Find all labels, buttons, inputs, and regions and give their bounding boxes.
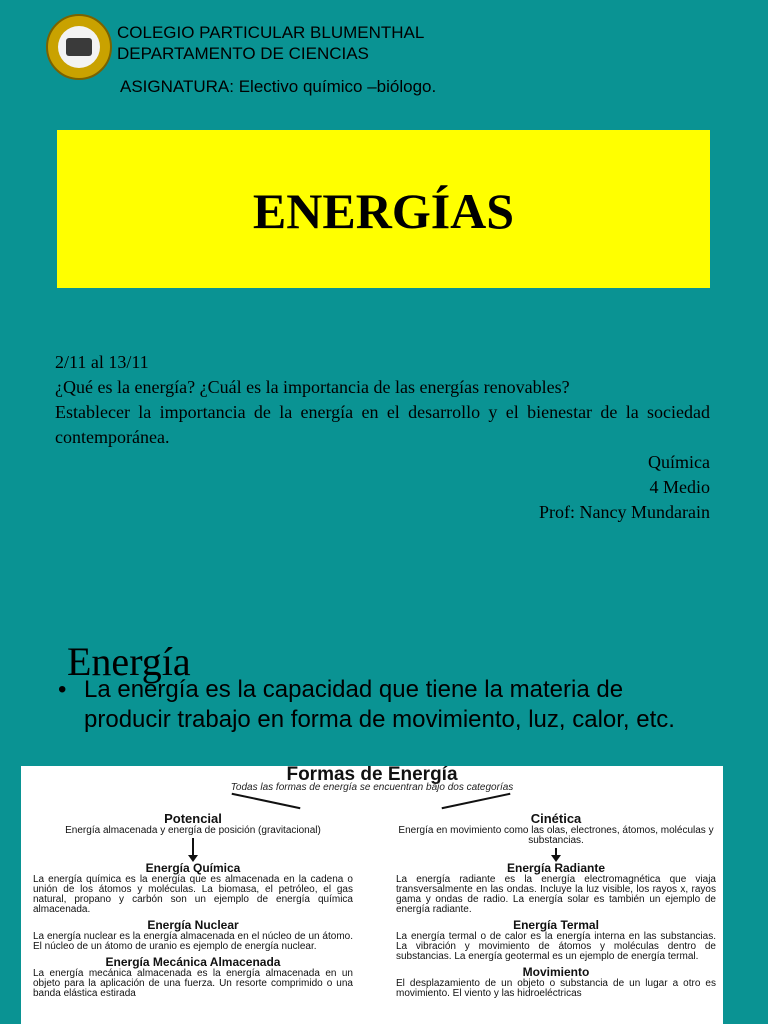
bullet-icon: • xyxy=(58,676,67,703)
section-heading: Energía Termal xyxy=(513,918,599,932)
potential-column xyxy=(33,812,353,999)
subject-line: ASIGNATURA: Electivo químico –biólogo. xyxy=(120,77,437,96)
teacher-name: Prof: Nancy Mundarain xyxy=(539,502,710,522)
info-block xyxy=(55,350,710,525)
energy-slide xyxy=(0,618,768,1024)
section-text: El desplazamiento de un objeto o substancia de un lugar a otro es movimiento. El viento y las hidroeléctricas xyxy=(396,978,716,999)
forms-of-energy-figure xyxy=(21,766,723,1024)
logo-emblem-icon xyxy=(66,38,92,56)
arrow-left-icon xyxy=(232,793,301,810)
arrow-right-icon xyxy=(442,793,511,810)
potential-description: Energía almacenada y energía de posición (gravitacional) xyxy=(65,825,321,836)
school-logo xyxy=(46,14,112,80)
date-range: 2/11 al 13/11 xyxy=(55,352,149,372)
learning-objective: Establecer la importancia de la energía en el desarrollo y el bienestar de la sociedad contemporánea. xyxy=(55,402,710,447)
section-text: La energía nuclear es la energía almacenada en el núcleo de un átomo. El núcleo de un átomo de uranio es ejemplo de energía nuclear. xyxy=(33,931,353,952)
guiding-question: ¿Qué es la energía? ¿Cuál es la importancia de las energías renovables? xyxy=(55,377,570,397)
section-heading: Movimiento xyxy=(522,965,590,979)
section-heading: Energía Radiante xyxy=(506,861,606,875)
potential-heading: Potencial xyxy=(164,811,222,826)
arrow-down-icon xyxy=(555,848,557,858)
title-banner xyxy=(57,130,710,288)
school-name: COLEGIO PARTICULAR BLUMENTHAL xyxy=(117,23,425,42)
section-text: La energía radiante es la energía electromagnética que viaja transversalmente en las ondas. Incluye la luz visible, los rayos x, rayos gama y ondas de radio. La energía solar es también un ejemplo de energía radiante. xyxy=(396,874,716,915)
definition-bullet xyxy=(58,675,708,735)
section-text: La energía mecánica almacenada es la energía almacenada en un objeto para la aplicación de una fuerza. Un resorte comprimido o una banda elástica estirada xyxy=(33,968,353,999)
kinetic-heading: Cinética xyxy=(530,811,582,826)
section-heading: Energía Nuclear xyxy=(147,918,239,932)
section-heading: Energía Mecánica Almacenada xyxy=(105,955,281,969)
page-title: ENERGÍAS xyxy=(252,183,515,239)
section-heading: Energía Química xyxy=(145,861,241,875)
arrow-down-icon xyxy=(192,838,194,858)
department-name: DEPARTAMENTO DE CIENCIAS xyxy=(117,44,369,63)
figure-subtitle: Todas las formas de energía se encuentran bajo dos categorías xyxy=(230,782,514,793)
slide-heading: Energía xyxy=(67,639,191,684)
section-text: La energía termal o de calor es la energía interna en las substancias. La vibración y movimiento de átomos y moléculas dentro de substancias. La energía geotermal es un ejemplo de energía termal. xyxy=(396,931,716,962)
figure-title: Formas de Energía xyxy=(286,766,458,785)
kinetic-column xyxy=(396,812,716,999)
kinetic-description: Energía en movimiento como las olas, electrones, átomos, moléculas y substancias. xyxy=(398,825,714,846)
section-text: La energía química es la energía que es almacenada en la cadena o unión de los átomos y moléculas. La biomasa, el petróleo, el gas natural, propano y carbón son un ejemplo de energía química almacenada. xyxy=(33,874,353,915)
course-level: 4 Medio xyxy=(649,477,710,497)
course-name: Química xyxy=(648,452,710,472)
definition-text: La energía es la capacidad que tiene la materia de producir trabajo en forma de movimiento, luz, calor, etc. xyxy=(84,676,675,733)
